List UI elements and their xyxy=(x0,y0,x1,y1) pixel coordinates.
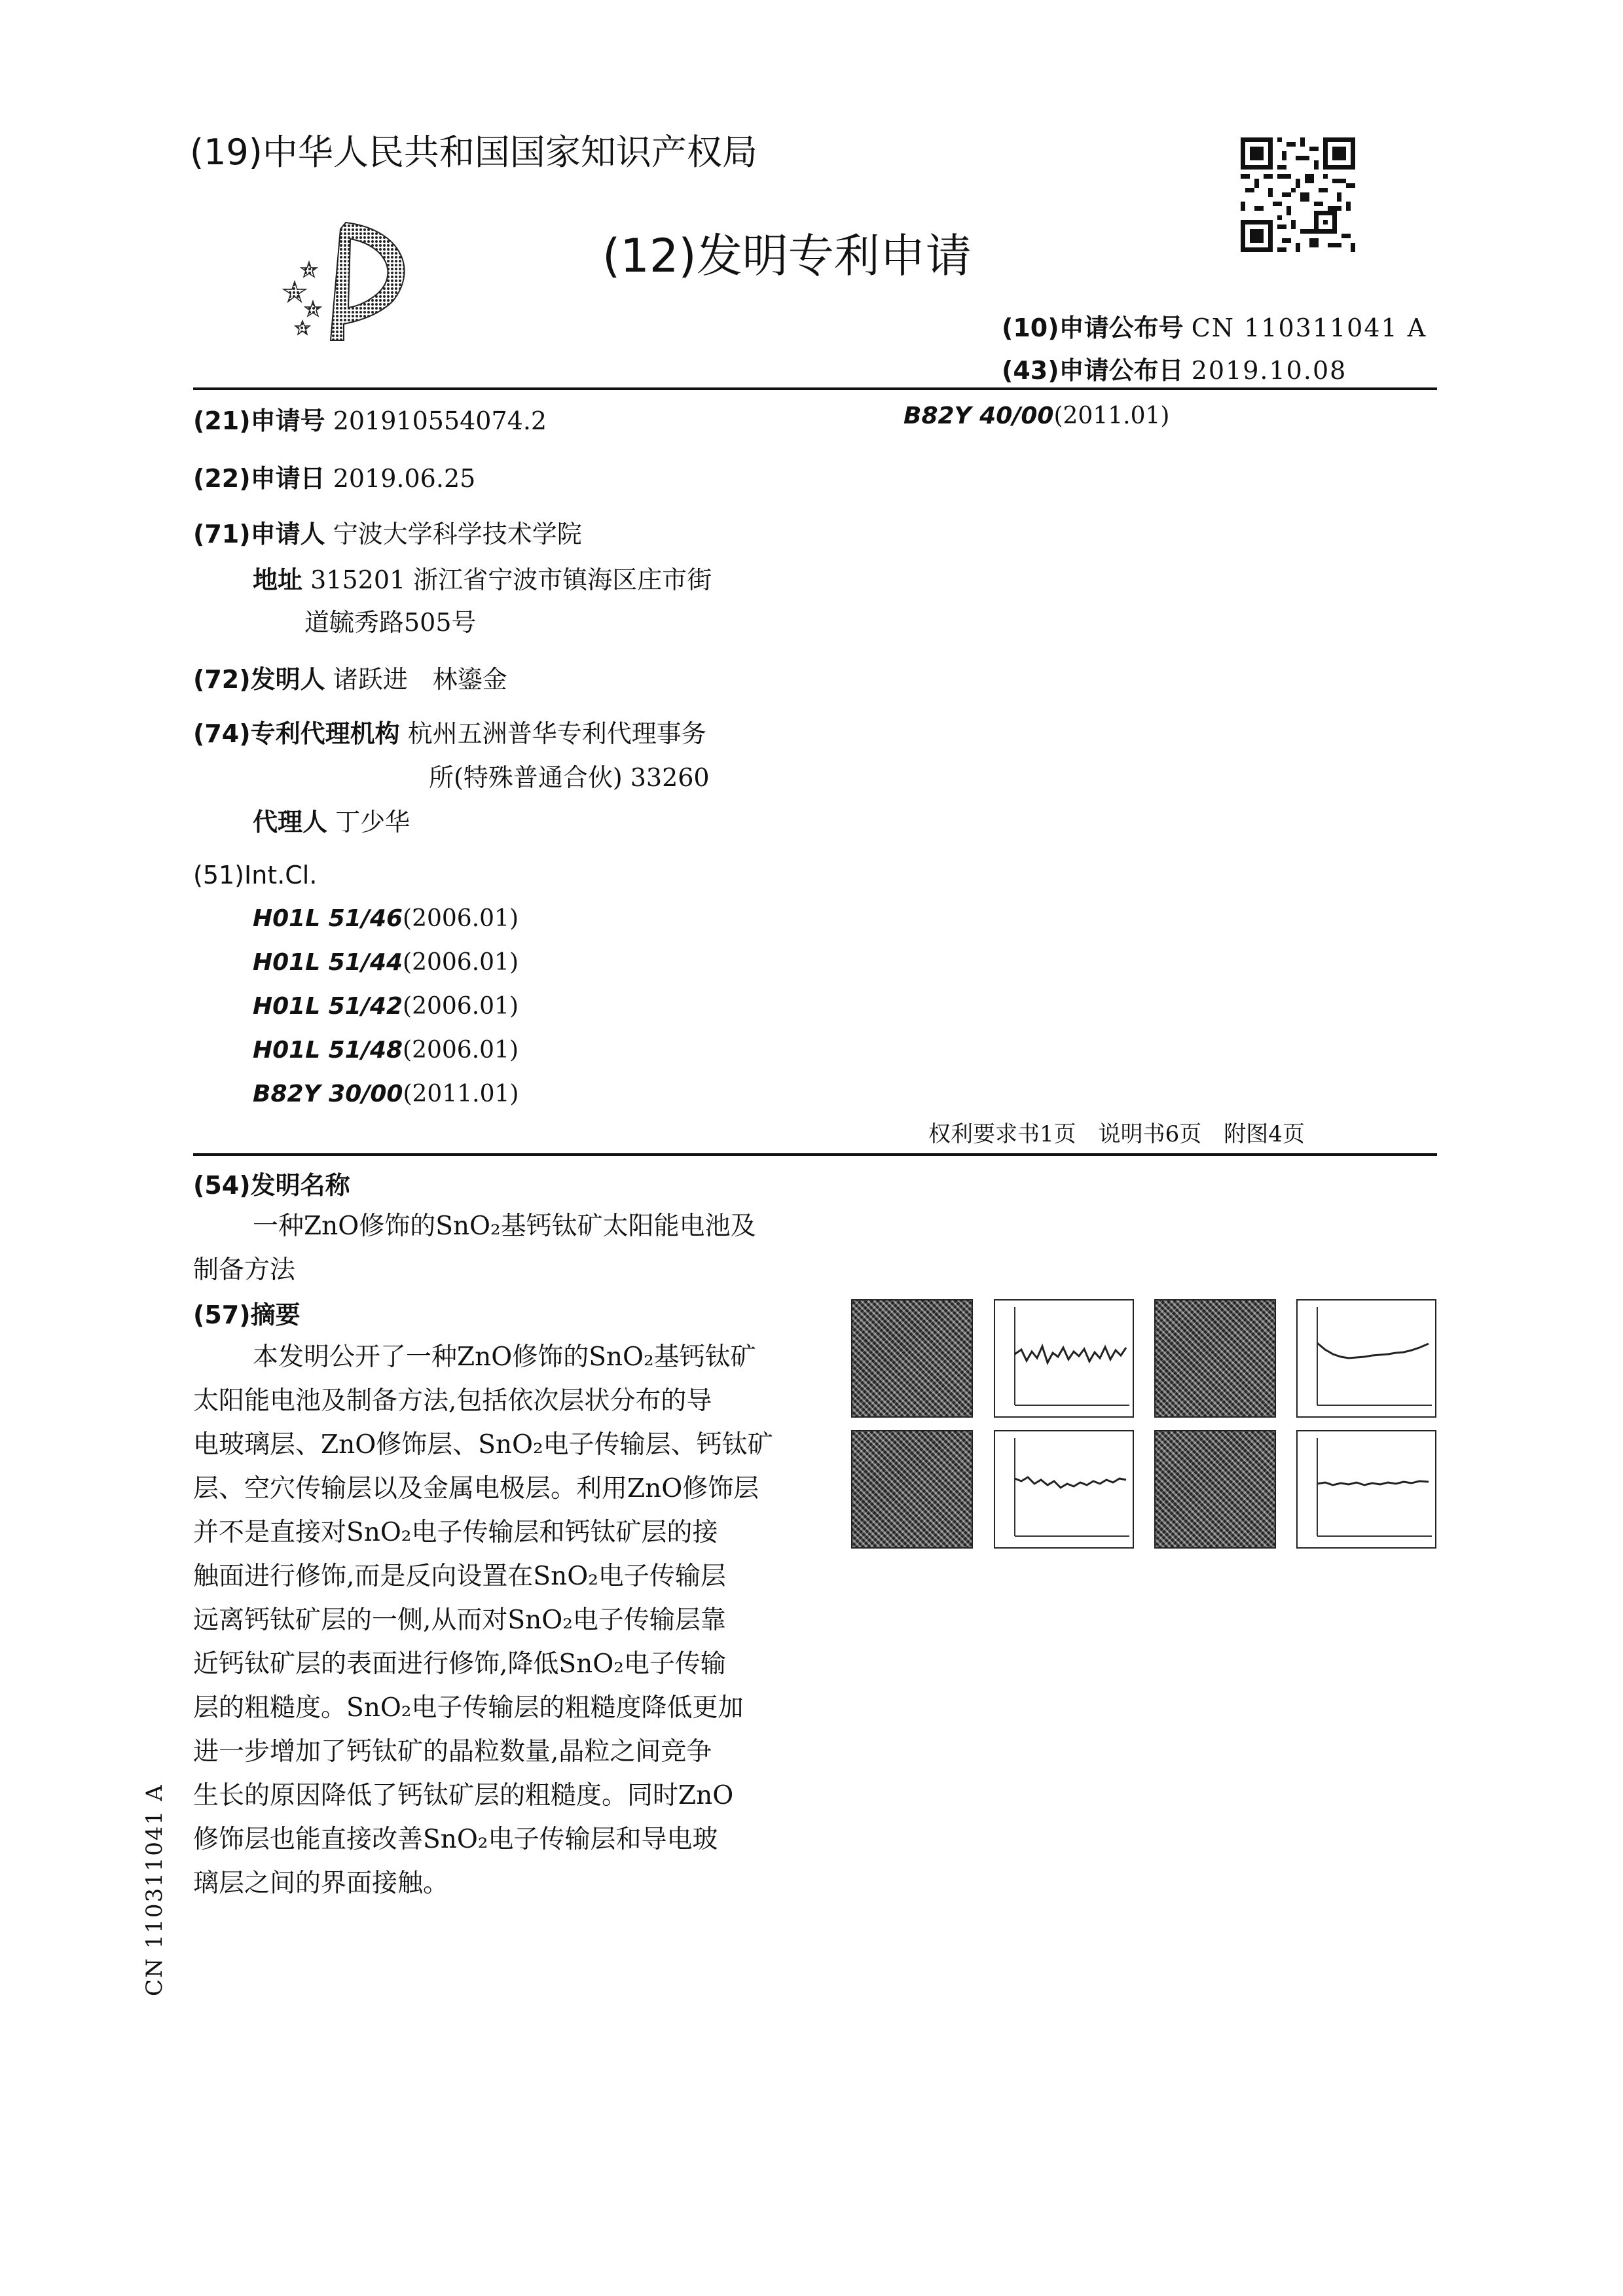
title-label xyxy=(193,1165,350,1201)
abstract-line: 本发明公开了一种ZnO修饰的SnO₂基钙钛矿 xyxy=(253,1342,756,1372)
agent-row xyxy=(253,802,410,838)
application-date-label: (22)申请日 xyxy=(193,464,325,493)
publication-date: 2019.10.08 xyxy=(1191,356,1347,385)
roughness-plot xyxy=(994,1299,1134,1418)
roughness-plot-svg xyxy=(995,1431,1133,1547)
pages-summary: 权利要求书1页 说明书6页 附图4页 xyxy=(928,1121,1305,1147)
title-label-text: (54)发明名称 xyxy=(193,1171,350,1200)
ipc-code: H01L 51/42 xyxy=(253,993,403,1020)
abstract-line: 触面进行修饰,而是反向设置在SnO₂电子传输层 xyxy=(193,1562,726,1591)
ipc-right-code: B82Y 40/00 xyxy=(903,403,1054,429)
application-date: 2019.06.25 xyxy=(333,464,476,493)
biblio-divider xyxy=(193,1153,1437,1156)
application-number-row xyxy=(193,401,547,437)
int-cl-label xyxy=(193,861,317,889)
title-line-1: 一种ZnO修饰的SnO₂基钙钛矿太阳能电池及 xyxy=(253,1211,756,1241)
abstract-line: 进一步增加了钙钛矿的晶粒数量,晶粒之间竞争 xyxy=(193,1737,712,1767)
afm-image xyxy=(1154,1299,1276,1418)
roughness-plot xyxy=(994,1430,1134,1549)
address-line-2 xyxy=(304,602,477,638)
qr-code[interactable] xyxy=(1241,137,1355,252)
ipc-version: (2006.01) xyxy=(403,949,519,976)
agency-label: (74)专利代理机构 xyxy=(193,719,400,748)
afm-image xyxy=(851,1430,973,1549)
abstract-text xyxy=(193,1335,773,1905)
abstract-label xyxy=(193,1295,301,1331)
inventors: 诸跃进 林鎏金 xyxy=(333,665,507,694)
ipc-version: (2006.01) xyxy=(403,993,519,1020)
roughness-plot-svg xyxy=(1298,1431,1435,1547)
publication-number-label: (10)申请公布号 xyxy=(1002,314,1184,342)
roughness-plot xyxy=(1296,1430,1436,1549)
address-line-2-text: 道毓秀路505号 xyxy=(304,608,477,637)
ipc-row xyxy=(253,1037,519,1064)
ipc-row xyxy=(253,1081,519,1107)
abstract-line: 近钙钛矿层的表面进行修饰,降低SnO₂电子传输 xyxy=(193,1649,726,1679)
address-label: 地址 xyxy=(253,565,303,594)
applicant: 宁波大学科学技术学院 xyxy=(333,520,582,548)
application-number-label: (21)申请号 xyxy=(193,406,325,435)
abstract-line: 远离钙钛矿层的一侧,从而对SnO₂电子传输层靠 xyxy=(193,1605,726,1635)
abstract-line: 太阳能电池及制备方法,包括依次层状分布的导 xyxy=(193,1386,712,1416)
abstract-line: 并不是直接对SnO₂电子传输层和钙钛矿层的接 xyxy=(193,1518,718,1547)
agent-label: 代理人 xyxy=(253,808,328,836)
roughness-plot xyxy=(1296,1299,1436,1418)
int-cl-label-text: (51)Int.Cl. xyxy=(193,861,318,889)
inventor-label: (72)发明人 xyxy=(193,665,325,694)
application-number: 201910554074.2 xyxy=(333,406,547,435)
address-row xyxy=(253,560,712,596)
agency-row xyxy=(193,713,706,749)
abstract-line: 层的粗糙度。SnO₂电子传输层的粗糙度降低更加 xyxy=(193,1693,744,1723)
ipc-row xyxy=(253,905,519,932)
abstract-line: 生长的原因降低了钙钛矿层的粗糙度。同时ZnO xyxy=(193,1781,734,1810)
title-line-2: 制备方法 xyxy=(193,1255,296,1285)
ipc-row xyxy=(253,993,519,1020)
applicant-label: (71)申请人 xyxy=(193,520,325,548)
publication-number: CN 110311041 A xyxy=(1191,314,1427,342)
abstract-line: 璃层之间的界面接触。 xyxy=(193,1869,449,1898)
ipc-code: H01L 51/44 xyxy=(253,949,403,976)
ipc-version: (2006.01) xyxy=(403,1037,519,1064)
agent: 丁少华 xyxy=(335,808,410,836)
afm-image xyxy=(1154,1430,1276,1549)
ipc-code: B82Y 30/00 xyxy=(253,1081,403,1107)
address-line-1: 315201 浙江省宁波市镇海区庄市街 xyxy=(310,565,712,594)
publication-date-label: (43)申请公布日 xyxy=(1002,356,1184,385)
side-publication-number: CN 110311041 A xyxy=(141,1784,168,1996)
ipc-code: H01L 51/46 xyxy=(253,905,403,932)
ipc-code: H01L 51/48 xyxy=(253,1037,403,1064)
office-line: (19)中华人民共和国国家知识产权局 xyxy=(190,132,757,173)
abstract-label-text: (57)摘要 xyxy=(193,1300,301,1329)
inventor-row xyxy=(193,659,507,695)
agency-line-1: 杭州五洲普华专利代理事务 xyxy=(407,719,706,748)
header-divider xyxy=(193,387,1437,390)
publication-date-row xyxy=(1002,350,1347,386)
cnipa-logo xyxy=(268,216,426,347)
agency-line-2-text: 所(特殊普通合伙) 33260 xyxy=(429,763,710,792)
abstract-line: 电玻璃层、ZnO修饰层、SnO₂电子传输层、钙钛矿 xyxy=(193,1430,773,1460)
abstract-figure xyxy=(851,1299,1440,1548)
ipc-version: (2011.01) xyxy=(403,1081,519,1107)
abstract-line: 层、空穴传输层以及金属电极层。利用ZnO修饰层 xyxy=(193,1474,759,1503)
abstract-line: 修饰层也能直接改善SnO₂电子传输层和导电玻 xyxy=(193,1825,718,1854)
applicant-row xyxy=(193,514,582,550)
invention-title xyxy=(193,1204,756,1292)
application-date-row xyxy=(193,458,475,494)
roughness-plot-svg xyxy=(995,1300,1133,1416)
ipc-version: (2006.01) xyxy=(403,905,519,932)
publication-number-row xyxy=(1002,308,1427,344)
ipc-right-version: (2011.01) xyxy=(1053,403,1170,429)
roughness-plot-svg xyxy=(1298,1300,1435,1416)
document-type: (12)发明专利申请 xyxy=(602,229,972,283)
ipc-row xyxy=(253,949,519,976)
agency-line-2 xyxy=(429,757,710,793)
ipc-right-row xyxy=(903,403,1169,429)
afm-image xyxy=(851,1299,973,1418)
